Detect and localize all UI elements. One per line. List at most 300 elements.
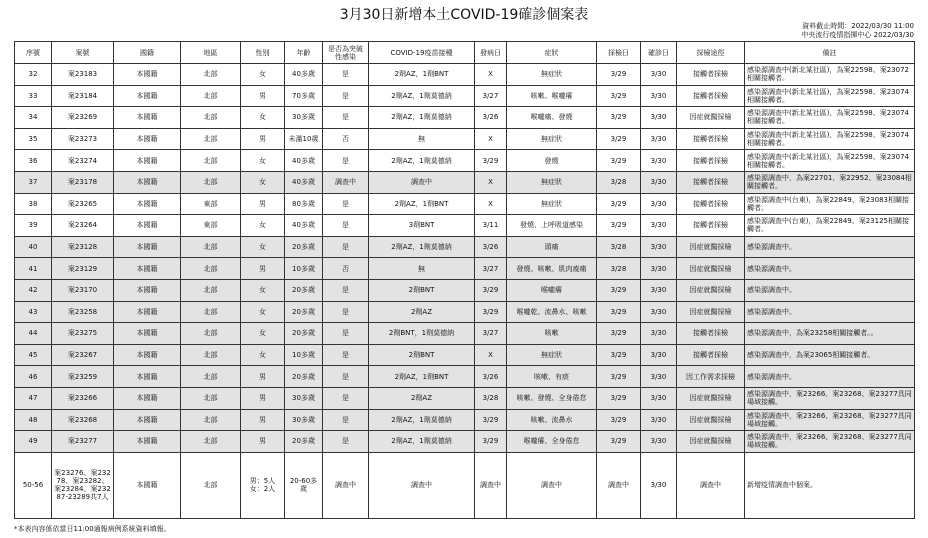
cell-symptoms: 發燒、上呼吸道感染	[507, 215, 597, 237]
table-row	[15, 64, 915, 86]
cell-symptoms: 無症狀	[507, 171, 597, 193]
cell-nationality: 本國籍	[114, 409, 181, 431]
cell-vaccination: 調查中	[369, 171, 475, 193]
cell-index: 35	[15, 128, 52, 150]
col-header-region: 地區	[181, 42, 241, 64]
cell-nationality: 本國籍	[114, 215, 181, 237]
cell-onset-date: 3/29	[475, 409, 507, 431]
cell-sex: 女	[241, 150, 285, 172]
cell-breakthrough: 是	[323, 150, 369, 172]
cell-region: 北部	[181, 171, 241, 193]
cell-age: 80多歲	[285, 193, 323, 215]
table-header-row	[15, 42, 915, 64]
cell-vaccination: 2劑BNT，1劑莫德納	[369, 323, 475, 345]
cell-case-id: 案23170	[52, 279, 114, 301]
cell-symptoms: 頭痛	[507, 236, 597, 258]
cell-test-date: 3/29	[597, 85, 641, 107]
cell-onset-date: X	[475, 344, 507, 366]
cell-symptoms: 無症狀	[507, 344, 597, 366]
cell-age: 40多歲	[285, 64, 323, 86]
cell-index: 47	[15, 387, 52, 409]
cell-notes: 感染源調查中。	[745, 301, 915, 323]
cell-index: 50-56	[15, 452, 52, 518]
cell-test-date: 3/29	[597, 215, 641, 237]
cell-sex: 男	[241, 431, 285, 453]
cell-vaccination: 無	[369, 258, 475, 280]
cell-confirm-date: 3/30	[641, 258, 677, 280]
cell-breakthrough: 調查中	[323, 452, 369, 518]
cell-age: 40多歲	[285, 215, 323, 237]
col-header-index: 序號	[15, 42, 52, 64]
cell-symptoms: 無症狀	[507, 193, 597, 215]
cell-region: 北部	[181, 150, 241, 172]
cell-region: 北部	[181, 344, 241, 366]
cell-index: 49	[15, 431, 52, 453]
col-header-breakthrough: 是否為突破性感染	[323, 42, 369, 64]
cell-sex: 女	[241, 301, 285, 323]
cell-notes: 感染源調查中，案23266、案23268、案23277具同場域接觸。	[745, 387, 915, 409]
cell-onset-date: X	[475, 64, 507, 86]
cell-confirm-date: 3/30	[641, 171, 677, 193]
cell-notes: 新增疫情調查中個案。	[745, 452, 915, 518]
cell-breakthrough: 是	[323, 107, 369, 129]
cell-notes: 感染源調查中(新北某社區)，為案22598、案23074相關接觸者。	[745, 128, 915, 150]
cell-test-date: 3/29	[597, 193, 641, 215]
table-row	[15, 279, 915, 301]
cell-test-route: 接觸者採檢	[677, 128, 745, 150]
cell-vaccination: 2劑AZ，1劑BNT	[369, 64, 475, 86]
cell-confirm-date: 3/30	[641, 344, 677, 366]
cell-confirm-date: 3/30	[641, 366, 677, 388]
cell-index: 37	[15, 171, 52, 193]
cell-symptoms: 無症狀	[507, 64, 597, 86]
cell-vaccination: 2劑AZ，1劑BNT	[369, 193, 475, 215]
cell-region: 北部	[181, 323, 241, 345]
col-header-case-id: 案號	[52, 42, 114, 64]
cell-breakthrough: 是	[323, 323, 369, 345]
cell-nationality: 本國籍	[114, 431, 181, 453]
cell-test-date: 3/28	[597, 236, 641, 258]
cell-notes: 感染源調查中(台東)，為案22849、案23083相關接觸者。	[745, 193, 915, 215]
cell-age: 20多歲	[285, 301, 323, 323]
cell-region: 東部	[181, 215, 241, 237]
table-row	[15, 236, 915, 258]
cell-onset-date: 3/29	[475, 431, 507, 453]
table-row	[15, 171, 915, 193]
cell-onset-date: 3/28	[475, 387, 507, 409]
cell-sex: 女	[241, 236, 285, 258]
cell-confirm-date: 3/30	[641, 387, 677, 409]
cell-nationality: 本國籍	[114, 366, 181, 388]
cell-sex: 女	[241, 215, 285, 237]
cell-test-date: 3/29	[597, 366, 641, 388]
cell-breakthrough: 是	[323, 409, 369, 431]
cell-symptoms: 喉嚨癢、全身倦怠	[507, 431, 597, 453]
table-row	[15, 215, 915, 237]
cell-confirm-date: 3/30	[641, 150, 677, 172]
cell-index: 45	[15, 344, 52, 366]
cell-test-date: 3/29	[597, 387, 641, 409]
cell-onset-date: 3/11	[475, 215, 507, 237]
cell-onset-date: 3/29	[475, 279, 507, 301]
cell-index: 34	[15, 107, 52, 129]
cell-onset-date: 3/26	[475, 107, 507, 129]
cell-age: 20多歲	[285, 323, 323, 345]
cell-breakthrough: 是	[323, 236, 369, 258]
cell-breakthrough: 是	[323, 215, 369, 237]
cell-test-date: 3/29	[597, 64, 641, 86]
cell-index: 43	[15, 301, 52, 323]
cell-test-route: 接觸者採檢	[677, 171, 745, 193]
cell-notes: 感染源調查中，為案23258相關接觸者。。	[745, 323, 915, 345]
cell-test-route: 接觸者採檢	[677, 85, 745, 107]
cell-onset-date: 3/27	[475, 323, 507, 345]
cell-confirm-date: 3/30	[641, 215, 677, 237]
table-row	[15, 387, 915, 409]
cell-notes: 感染源調查中(新北某社區)，為案22598、案23072相關接觸者。	[745, 64, 915, 86]
cell-test-date: 3/29	[597, 323, 641, 345]
cell-case-id: 案23259	[52, 366, 114, 388]
cell-notes: 感染源調查中(新北某社區)，為案22598、案23074相關接觸者。	[745, 107, 915, 129]
cell-sex: 女	[241, 107, 285, 129]
cell-symptoms: 咳嗽、流鼻水	[507, 409, 597, 431]
cell-symptoms: 喉嚨乾、流鼻水、咳嗽	[507, 301, 597, 323]
cell-onset-date: 3/26	[475, 236, 507, 258]
cell-vaccination: 2劑AZ	[369, 301, 475, 323]
cell-region: 北部	[181, 409, 241, 431]
cell-notes: 感染源調查中，案23266、案23268、案23277具同場域接觸。	[745, 431, 915, 453]
cell-symptoms: 發燒、咳嗽、肌肉痠痛	[507, 258, 597, 280]
cell-test-route: 因症就醫採檢	[677, 409, 745, 431]
cell-breakthrough: 是	[323, 85, 369, 107]
cell-sex: 女	[241, 323, 285, 345]
cell-breakthrough: 是	[323, 279, 369, 301]
cell-case-id: 案23258	[52, 301, 114, 323]
cell-case-id: 案23265	[52, 193, 114, 215]
table-row	[15, 193, 915, 215]
cell-sex: 男	[241, 85, 285, 107]
cell-breakthrough: 是	[323, 431, 369, 453]
table-row	[15, 128, 915, 150]
cell-vaccination: 調查中	[369, 452, 475, 518]
cell-test-route: 接觸者採檢	[677, 150, 745, 172]
cell-index: 32	[15, 64, 52, 86]
cell-onset-date: 3/26	[475, 366, 507, 388]
col-header-sex: 性別	[241, 42, 285, 64]
table-row	[15, 452, 915, 518]
cell-vaccination: 2劑AZ，1劑BNT	[369, 366, 475, 388]
cell-symptoms: 咳嗽、喉嚨癢	[507, 85, 597, 107]
cell-test-route: 接觸者採檢	[677, 64, 745, 86]
cell-vaccination: 2劑AZ，1劑莫德納	[369, 85, 475, 107]
cell-test-route: 因症就醫採檢	[677, 279, 745, 301]
cell-breakthrough: 是	[323, 64, 369, 86]
cell-case-id: 案23269	[52, 107, 114, 129]
cell-vaccination: 2劑AZ，1劑莫德納	[369, 107, 475, 129]
cell-index: 46	[15, 366, 52, 388]
col-header-notes: 備註	[745, 42, 915, 64]
cell-notes: 感染源調查中。	[745, 279, 915, 301]
cell-sex: 女	[241, 344, 285, 366]
cell-region: 東部	[181, 193, 241, 215]
table-row	[15, 323, 915, 345]
cell-age: 20-60多歲	[285, 452, 323, 518]
cell-test-route: 因工作需求採檢	[677, 366, 745, 388]
cell-case-id: 案23264	[52, 215, 114, 237]
cell-confirm-date: 3/30	[641, 301, 677, 323]
cell-age: 10多歲	[285, 344, 323, 366]
cell-onset-date: 3/29	[475, 301, 507, 323]
cell-age: 10多歲	[285, 258, 323, 280]
cell-breakthrough: 是	[323, 344, 369, 366]
cell-sex: 女	[241, 64, 285, 86]
cell-symptoms: 咳嗽、發燒、全身倦怠	[507, 387, 597, 409]
cell-age: 30多歲	[285, 107, 323, 129]
cell-region: 北部	[181, 366, 241, 388]
cell-test-route: 因症就醫採檢	[677, 301, 745, 323]
cell-case-id: 案23275	[52, 323, 114, 345]
cell-age: 70多歲	[285, 85, 323, 107]
cell-sex: 女	[241, 279, 285, 301]
cell-symptoms: 喉嚨癢	[507, 279, 597, 301]
cell-confirm-date: 3/30	[641, 193, 677, 215]
cell-age: 20多歲	[285, 366, 323, 388]
cell-age: 30多歲	[285, 387, 323, 409]
cell-index: 39	[15, 215, 52, 237]
table-row	[15, 150, 915, 172]
cell-test-date: 3/28	[597, 258, 641, 280]
cell-test-route: 接觸者採檢	[677, 193, 745, 215]
cell-notes: 感染源調查中。	[745, 366, 915, 388]
cell-region: 北部	[181, 236, 241, 258]
cell-symptoms: 發燒	[507, 150, 597, 172]
cell-region: 北部	[181, 128, 241, 150]
cell-vaccination: 2劑AZ	[369, 387, 475, 409]
cell-index: 36	[15, 150, 52, 172]
cell-case-id: 案23128	[52, 236, 114, 258]
cell-onset-date: 3/27	[475, 85, 507, 107]
cell-breakthrough: 否	[323, 128, 369, 150]
cell-nationality: 本國籍	[114, 323, 181, 345]
cell-sex: 男	[241, 387, 285, 409]
cell-breakthrough: 是	[323, 193, 369, 215]
case-table-body	[15, 64, 915, 519]
col-header-vaccination: COVID-19疫苗接種	[369, 42, 475, 64]
cell-test-route: 接觸者採檢	[677, 323, 745, 345]
cell-test-date: 3/29	[597, 301, 641, 323]
cell-test-route: 因症就醫採檢	[677, 107, 745, 129]
cell-age: 40多歲	[285, 150, 323, 172]
cell-test-date: 3/29	[597, 409, 641, 431]
cell-onset-date: X	[475, 193, 507, 215]
cell-test-route: 接觸者採檢	[677, 344, 745, 366]
cell-sex: 男	[241, 128, 285, 150]
cell-notes: 感染源調查中(新北某社區)，為案22598、案23074相關接觸者。	[745, 150, 915, 172]
cell-vaccination: 2劑AZ，1劑莫德納	[369, 150, 475, 172]
cell-sex: 男	[241, 366, 285, 388]
cell-nationality: 本國籍	[114, 128, 181, 150]
cell-region: 北部	[181, 85, 241, 107]
cell-test-date: 3/29	[597, 150, 641, 172]
cell-nationality: 本國籍	[114, 193, 181, 215]
cell-confirm-date: 3/30	[641, 128, 677, 150]
cell-vaccination: 2劑BNT	[369, 344, 475, 366]
cell-index: 38	[15, 193, 52, 215]
table-row	[15, 301, 915, 323]
cell-sex: 男	[241, 193, 285, 215]
table-row	[15, 258, 915, 280]
cell-case-id: 案23129	[52, 258, 114, 280]
cell-vaccination: 3劑BNT	[369, 215, 475, 237]
cell-region: 北部	[181, 64, 241, 86]
data-cutoff-time: 資料截止時間：2022/03/30 11:00	[802, 22, 914, 30]
cell-confirm-date: 3/30	[641, 107, 677, 129]
cell-notes: 感染源調查中。	[745, 258, 915, 280]
cell-region: 北部	[181, 431, 241, 453]
cell-confirm-date: 3/30	[641, 431, 677, 453]
cell-case-id: 案23274	[52, 150, 114, 172]
cell-sex: 男：5人 女：2人	[241, 452, 285, 518]
cell-case-id: 案23184	[52, 85, 114, 107]
cell-onset-date: 3/29	[475, 150, 507, 172]
cell-nationality: 本國籍	[114, 107, 181, 129]
cell-notes: 感染源調查中(新北某社區)，為案22598、案23074相關接觸者。	[745, 85, 915, 107]
report-meta	[801, 22, 914, 40]
table-row	[15, 409, 915, 431]
col-header-test-date: 採檢日	[597, 42, 641, 64]
col-header-symptoms: 症狀	[507, 42, 597, 64]
cell-index: 41	[15, 258, 52, 280]
cell-confirm-date: 3/30	[641, 409, 677, 431]
cell-nationality: 本國籍	[114, 301, 181, 323]
cell-confirm-date: 3/30	[641, 236, 677, 258]
cell-test-route: 調查中	[677, 452, 745, 518]
cell-age: 20多歲	[285, 236, 323, 258]
cell-nationality: 本國籍	[114, 64, 181, 86]
cell-breakthrough: 否	[323, 258, 369, 280]
cell-notes: 感染源調查中，為案23065相關接觸者。	[745, 344, 915, 366]
cell-test-date: 3/29	[597, 431, 641, 453]
cell-test-date: 3/28	[597, 171, 641, 193]
cell-vaccination: 2劑BNT	[369, 279, 475, 301]
cell-nationality: 本國籍	[114, 85, 181, 107]
cell-onset-date: 3/27	[475, 258, 507, 280]
cell-test-date: 3/29	[597, 128, 641, 150]
cell-index: 44	[15, 323, 52, 345]
cell-confirm-date: 3/30	[641, 452, 677, 518]
cell-region: 北部	[181, 258, 241, 280]
cell-age: 20多歲	[285, 279, 323, 301]
cell-vaccination: 無	[369, 128, 475, 150]
cell-symptoms: 無症狀	[507, 128, 597, 150]
cell-vaccination: 2劑AZ，1劑莫德納	[369, 236, 475, 258]
report-source: 中央流行疫情指揮中心 2022/03/30	[801, 31, 914, 39]
col-header-onset-date: 發病日	[475, 42, 507, 64]
cell-nationality: 本國籍	[114, 387, 181, 409]
col-header-confirm-date: 確診日	[641, 42, 677, 64]
cell-region: 北部	[181, 279, 241, 301]
cell-symptoms: 咳嗽、有痰	[507, 366, 597, 388]
table-row	[15, 107, 915, 129]
cell-vaccination: 2劑AZ，1劑莫德納	[369, 431, 475, 453]
cell-test-date: 調查中	[597, 452, 641, 518]
table-row	[15, 344, 915, 366]
cell-nationality: 本國籍	[114, 150, 181, 172]
cell-confirm-date: 3/30	[641, 64, 677, 86]
cell-age: 40多歲	[285, 171, 323, 193]
cell-sex: 男	[241, 409, 285, 431]
cell-index: 42	[15, 279, 52, 301]
cell-notes: 感染源調查中。	[745, 236, 915, 258]
cell-nationality: 本國籍	[114, 452, 181, 518]
page-title: 3月30日新增本土COVID-19確診個案表	[339, 7, 589, 23]
cell-confirm-date: 3/30	[641, 279, 677, 301]
cell-notes: 感染源調查中，為案22701、案22952、案23084相關接觸者。	[745, 171, 915, 193]
col-header-test-route: 採檢途徑	[677, 42, 745, 64]
table-row	[15, 366, 915, 388]
col-header-age: 年齡	[285, 42, 323, 64]
cell-case-id: 案23267	[52, 344, 114, 366]
cell-test-date: 3/29	[597, 107, 641, 129]
cell-case-id: 案23273	[52, 128, 114, 150]
cell-symptoms: 調查中	[507, 452, 597, 518]
cell-notes: 感染源調查中，案23266、案23268、案23277具同場域接觸。	[745, 409, 915, 431]
cell-index: 33	[15, 85, 52, 107]
cell-case-id: 案23277	[52, 431, 114, 453]
cell-onset-date: X	[475, 171, 507, 193]
cell-test-date: 3/29	[597, 344, 641, 366]
cell-age: 30多歲	[285, 409, 323, 431]
cell-breakthrough: 是	[323, 387, 369, 409]
cell-confirm-date: 3/30	[641, 323, 677, 345]
cell-breakthrough: 調查中	[323, 171, 369, 193]
cell-index: 40	[15, 236, 52, 258]
cell-onset-date: X	[475, 128, 507, 150]
cell-case-id: 案23276、案23278、案23282、案23284、案23287-23289共7人	[52, 452, 114, 518]
col-header-nationality: 國籍	[114, 42, 181, 64]
cell-nationality: 本國籍	[114, 344, 181, 366]
cell-nationality: 本國籍	[114, 171, 181, 193]
cell-sex: 女	[241, 171, 285, 193]
cell-case-id: 案23183	[52, 64, 114, 86]
cell-case-id: 案23268	[52, 409, 114, 431]
cell-test-route: 因症就醫採檢	[677, 258, 745, 280]
cell-region: 北部	[181, 301, 241, 323]
footnote: *本表內容係依當日11:00通報病例系統資料填報。	[14, 525, 171, 533]
cell-nationality: 本國籍	[114, 279, 181, 301]
cell-onset-date: 調查中	[475, 452, 507, 518]
table-row	[15, 431, 915, 453]
cell-symptoms: 咳嗽	[507, 323, 597, 345]
case-table	[14, 41, 915, 519]
cell-test-route: 因症就醫採檢	[677, 236, 745, 258]
cell-notes: 感染源調查中(台東)，為案22849、案23125相關接觸者。	[745, 215, 915, 237]
cell-test-route: 因症就醫採檢	[677, 387, 745, 409]
cell-index: 48	[15, 409, 52, 431]
cell-nationality: 本國籍	[114, 236, 181, 258]
cell-region: 北部	[181, 452, 241, 518]
cell-confirm-date: 3/30	[641, 85, 677, 107]
cell-test-date: 3/29	[597, 279, 641, 301]
cell-case-id: 案23178	[52, 171, 114, 193]
cell-age: 20多歲	[285, 431, 323, 453]
cell-breakthrough: 是	[323, 366, 369, 388]
cell-age: 未滿10歲	[285, 128, 323, 150]
cell-breakthrough: 是	[323, 301, 369, 323]
cell-symptoms: 喉嚨痛、發燒	[507, 107, 597, 129]
cell-region: 北部	[181, 387, 241, 409]
cell-sex: 男	[241, 258, 285, 280]
